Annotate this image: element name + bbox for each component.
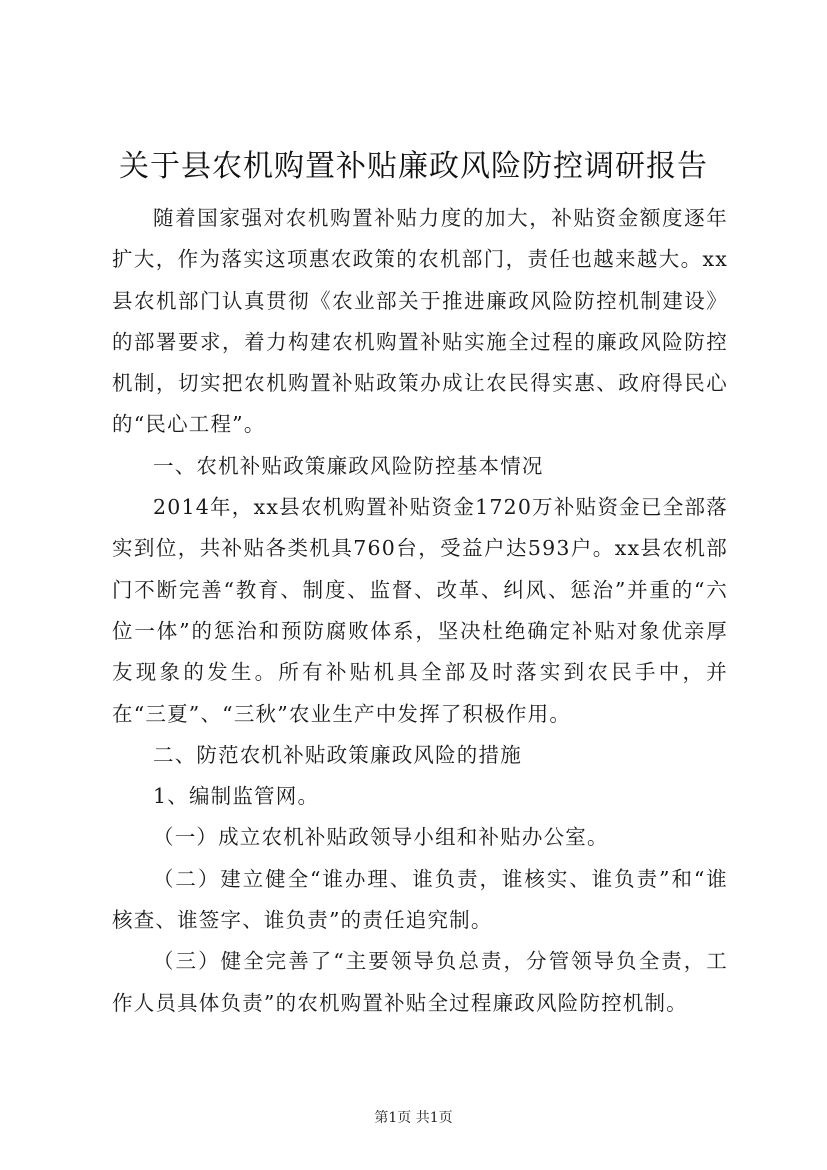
document-body [112,198,728,1024]
subsection-heading-1: 1、编制监管网。 [153,784,320,809]
section-heading-2: 二、防范农机补贴政策廉政风险的措施 [153,742,522,767]
paragraph-basic-situation: 2014年，xx县农机购置补贴资金1720万补贴资金已全部落实到位，共补贴各类机具760台，受益户达593户。xx县农机部门不断完善“教育、制度、监督、改革、纠风、惩治”并重的“六位一体”的惩治和预防腐败体系，坚决杜绝确定补贴对象优亲厚友现象的发生。所有补贴机具全部及时落实到农民手中，并在“三夏”、“三秋”农业生产中发挥了积极作用。 [112,495,728,726]
list-item-2: （二）建立健全“谁办理、谁负责，谁核实、谁负责”和“谁核查、谁签字、谁负责”的责任追究制。 [112,866,728,933]
paragraph-intro: 随着国家强对农机购置补贴力度的加大，补贴资金额度逐年扩大，作为落实这项惠农政策的农机部门，责任也越来越大。xx县农机部门认真贯彻《农业部关于推进廉政风险防控机制建设》的部署要求，着力构建农机购置补贴实施全过程的廉政风险防控机制，切实把农机购置补贴政策办成让农民得实惠、政府得民心的“民心工程”。 [112,206,728,437]
document-title: 关于县农机购置补贴廉政风险防控调研报告 [119,149,708,184]
page-number: 第1页 共1页 [374,1110,453,1126]
page-footer [0,1108,827,1128]
list-item-3: （三）健全完善了“主要领导负总责，分管领导负全责，工作人员具体负责”的农机购置补贴全过程廉政风险防控机制。 [112,949,728,1015]
section-heading-1: 一、农机补贴政策廉政风险防控基本情况 [153,453,544,478]
list-item-1: （一）成立农机补贴政领导小组和补贴办公室。 [153,825,609,850]
